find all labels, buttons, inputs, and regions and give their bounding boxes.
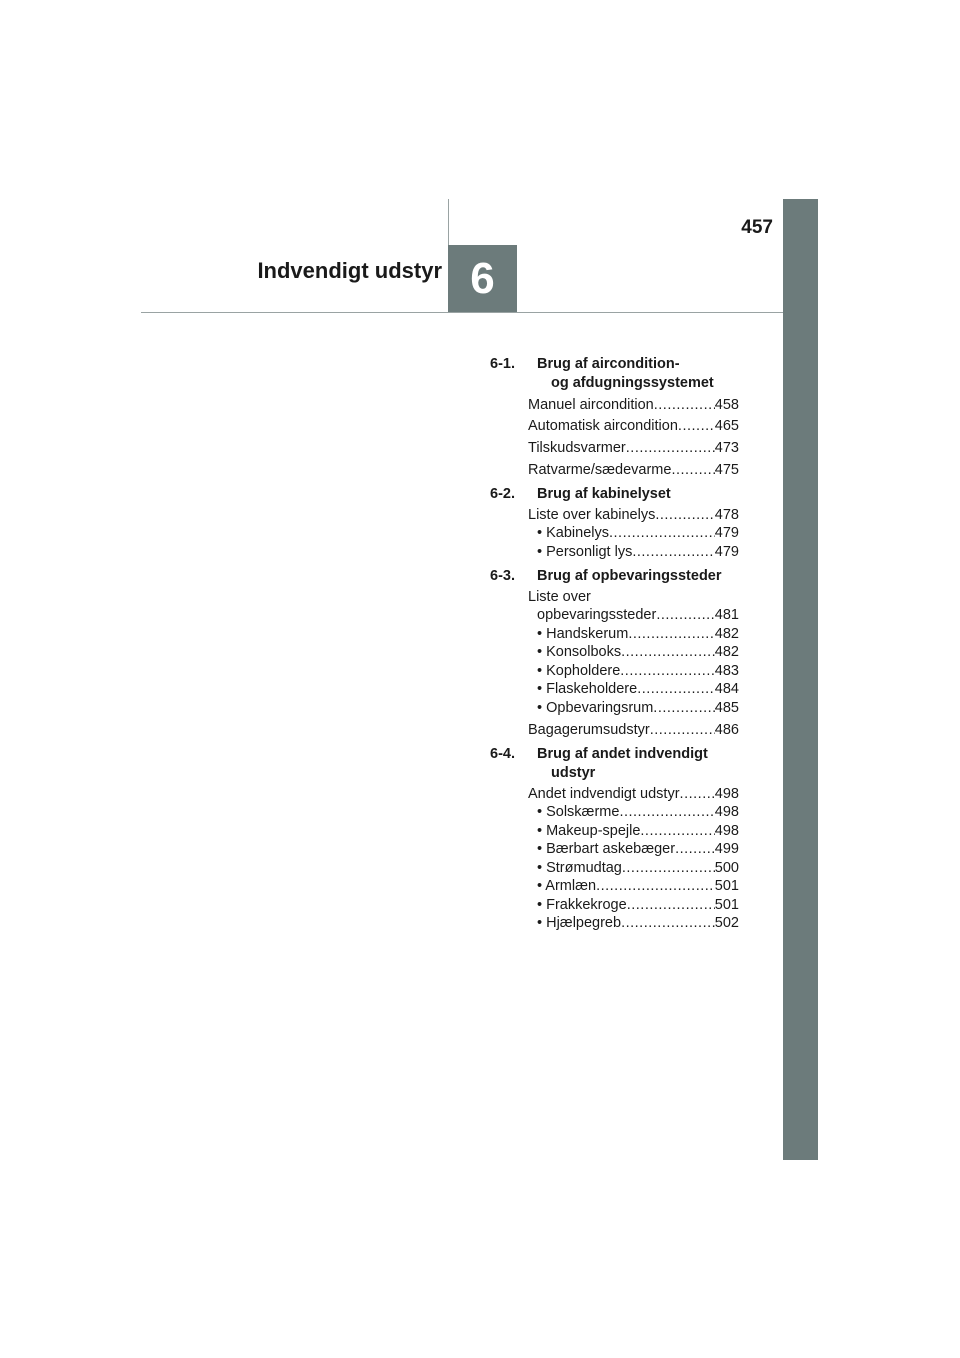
section-title bbox=[537, 355, 714, 393]
toc-entry-label: opbevaringssteder bbox=[537, 607, 657, 623]
toc-entry[interactable] bbox=[528, 786, 739, 805]
toc-entry-page: 485 bbox=[714, 700, 739, 716]
toc-entry-label: • Solskærme bbox=[537, 804, 620, 820]
chapter-side-tab bbox=[783, 199, 818, 1160]
toc-entry-page: 498 bbox=[714, 786, 739, 802]
toc-entry-page: 482 bbox=[714, 644, 739, 660]
toc-entry[interactable] bbox=[528, 440, 739, 459]
header-divider-vertical bbox=[448, 199, 449, 245]
toc-entry-label: Liste over kabinelys bbox=[528, 507, 656, 523]
toc-entry-label: • Makeup-spejle bbox=[537, 823, 641, 839]
toc-entry-label: Automatisk aircondition bbox=[528, 418, 678, 434]
toc-entry-page: 483 bbox=[714, 663, 739, 679]
toc-entry[interactable] bbox=[537, 525, 739, 544]
toc-leader-dots bbox=[675, 841, 715, 857]
toc-entry[interactable] bbox=[528, 507, 739, 526]
toc-entry-page: 501 bbox=[714, 878, 739, 894]
toc-entry-label: • Flaskeholdere bbox=[537, 681, 638, 697]
toc-leader-dots bbox=[655, 507, 714, 523]
toc-entry[interactable] bbox=[537, 626, 739, 645]
toc-entry-page: 478 bbox=[714, 507, 739, 523]
toc-entry-page: 479 bbox=[714, 544, 739, 560]
toc-entry-page: 498 bbox=[714, 823, 739, 839]
toc-leader-dots bbox=[620, 663, 715, 679]
section-title-line: Brug af andet indvendigt bbox=[537, 746, 708, 762]
toc-entry-label: • Armlæn bbox=[537, 878, 597, 894]
toc-entry[interactable] bbox=[537, 915, 739, 934]
section-number: 6-4. bbox=[490, 746, 515, 762]
chapter-title: Indvendigt udstyr bbox=[257, 258, 442, 283]
toc-entry-label: • Strømudtag bbox=[537, 860, 622, 876]
toc-entry[interactable] bbox=[537, 804, 739, 823]
section-title bbox=[537, 567, 722, 586]
toc-entry-page: 486 bbox=[714, 722, 739, 738]
toc-entry[interactable] bbox=[528, 462, 739, 481]
section-number: 6-2. bbox=[490, 486, 515, 502]
toc-leader-dots bbox=[621, 644, 715, 660]
section-title-line: Brug af aircondition- bbox=[537, 356, 680, 372]
toc-entry[interactable] bbox=[537, 607, 739, 626]
toc-entry[interactable] bbox=[537, 544, 739, 563]
section-title-line: og afdugningssystemet bbox=[551, 375, 714, 391]
toc-entry[interactable] bbox=[537, 878, 739, 897]
toc-entry-label: • Frakkekroge bbox=[537, 897, 627, 913]
toc-entry-page: 479 bbox=[714, 525, 739, 541]
toc-leader-dots bbox=[653, 700, 715, 716]
toc-entry[interactable] bbox=[537, 860, 739, 879]
toc-entry-page: 501 bbox=[714, 897, 739, 913]
toc-entry-label: Tilskudsvarmer bbox=[528, 440, 626, 456]
toc-entry[interactable] bbox=[537, 841, 739, 860]
toc-leader-dots bbox=[650, 722, 715, 738]
toc-entry-page: 500 bbox=[714, 860, 739, 876]
toc-entry-page: 484 bbox=[714, 681, 739, 697]
toc-entry[interactable] bbox=[537, 663, 739, 682]
toc-leader-dots bbox=[619, 804, 714, 820]
toc-leader-dots bbox=[622, 860, 715, 876]
toc-entry-label: • Hjælpegreb bbox=[537, 915, 622, 931]
toc-leader-dots bbox=[626, 440, 715, 456]
toc-leader-dots bbox=[637, 681, 715, 697]
toc-leader-dots bbox=[678, 418, 715, 434]
toc-entry[interactable] bbox=[537, 897, 739, 916]
toc-entry-label: • Konsolboks bbox=[537, 644, 622, 660]
toc-entry-label: • Opbevaringsrum bbox=[537, 700, 654, 716]
toc-entry[interactable] bbox=[537, 681, 739, 700]
toc-entry[interactable] bbox=[528, 418, 739, 437]
toc-entry-label: Andet indvendigt udstyr bbox=[528, 786, 680, 802]
toc-entry[interactable] bbox=[537, 644, 739, 663]
section-number: 6-3. bbox=[490, 568, 515, 584]
toc-entry[interactable] bbox=[528, 397, 739, 416]
section-title-line: udstyr bbox=[551, 765, 596, 781]
toc-leader-dots bbox=[654, 397, 715, 413]
section-number: 6-1. bbox=[490, 356, 515, 372]
section-title-line: Brug af kabinelyset bbox=[537, 486, 671, 502]
toc-entry-label: • Kabinelys bbox=[537, 525, 609, 541]
toc-leader-dots bbox=[680, 786, 715, 802]
toc-leader-dots bbox=[627, 897, 715, 913]
toc-entry-page: 482 bbox=[714, 626, 739, 642]
toc-entry-label: • Kopholdere bbox=[537, 663, 621, 679]
toc-entry-page: 481 bbox=[714, 607, 739, 623]
header-divider-horizontal bbox=[141, 312, 783, 313]
toc-entry[interactable] bbox=[537, 823, 739, 842]
toc-entry-page: 502 bbox=[714, 915, 739, 931]
toc-entry-page: 499 bbox=[714, 841, 739, 857]
page-number: 457 bbox=[741, 217, 773, 238]
section-title-line: Brug af opbevaringssteder bbox=[537, 568, 722, 584]
toc-entry-page: 475 bbox=[714, 462, 739, 478]
toc-entry-label: Bagagerumsudstyr bbox=[528, 722, 650, 738]
chapter-number-box bbox=[448, 245, 517, 312]
toc-entry-page: 458 bbox=[714, 397, 739, 413]
toc-entry-label: • Personligt lys bbox=[537, 544, 633, 560]
toc-entry-label: Liste over bbox=[528, 589, 591, 605]
toc-leader-dots bbox=[656, 607, 714, 623]
toc-leader-dots bbox=[628, 626, 714, 642]
toc-leader-dots bbox=[596, 878, 715, 894]
toc-entry[interactable] bbox=[528, 722, 739, 741]
toc-leader-dots bbox=[609, 525, 715, 541]
toc-entry-label: Manuel aircondition bbox=[528, 397, 654, 413]
toc-entry-label: • Bærbart askebæger bbox=[537, 841, 676, 857]
toc-entry-page: 465 bbox=[714, 418, 739, 434]
toc-leader-dots bbox=[640, 823, 714, 839]
toc-leader-dots bbox=[671, 462, 714, 478]
chapter-number: 6 bbox=[470, 253, 495, 303]
toc-entry-page: 473 bbox=[714, 440, 739, 456]
toc-entry-label: Ratvarme/sædevarme bbox=[528, 462, 672, 478]
toc-entry[interactable] bbox=[537, 700, 739, 719]
toc-entry-label: • Handskerum bbox=[537, 626, 629, 642]
section-title bbox=[537, 485, 671, 504]
toc-leader-dots bbox=[632, 544, 714, 560]
section-title bbox=[537, 745, 708, 783]
toc-entry-page: 498 bbox=[714, 804, 739, 820]
toc-leader-dots bbox=[621, 915, 715, 931]
